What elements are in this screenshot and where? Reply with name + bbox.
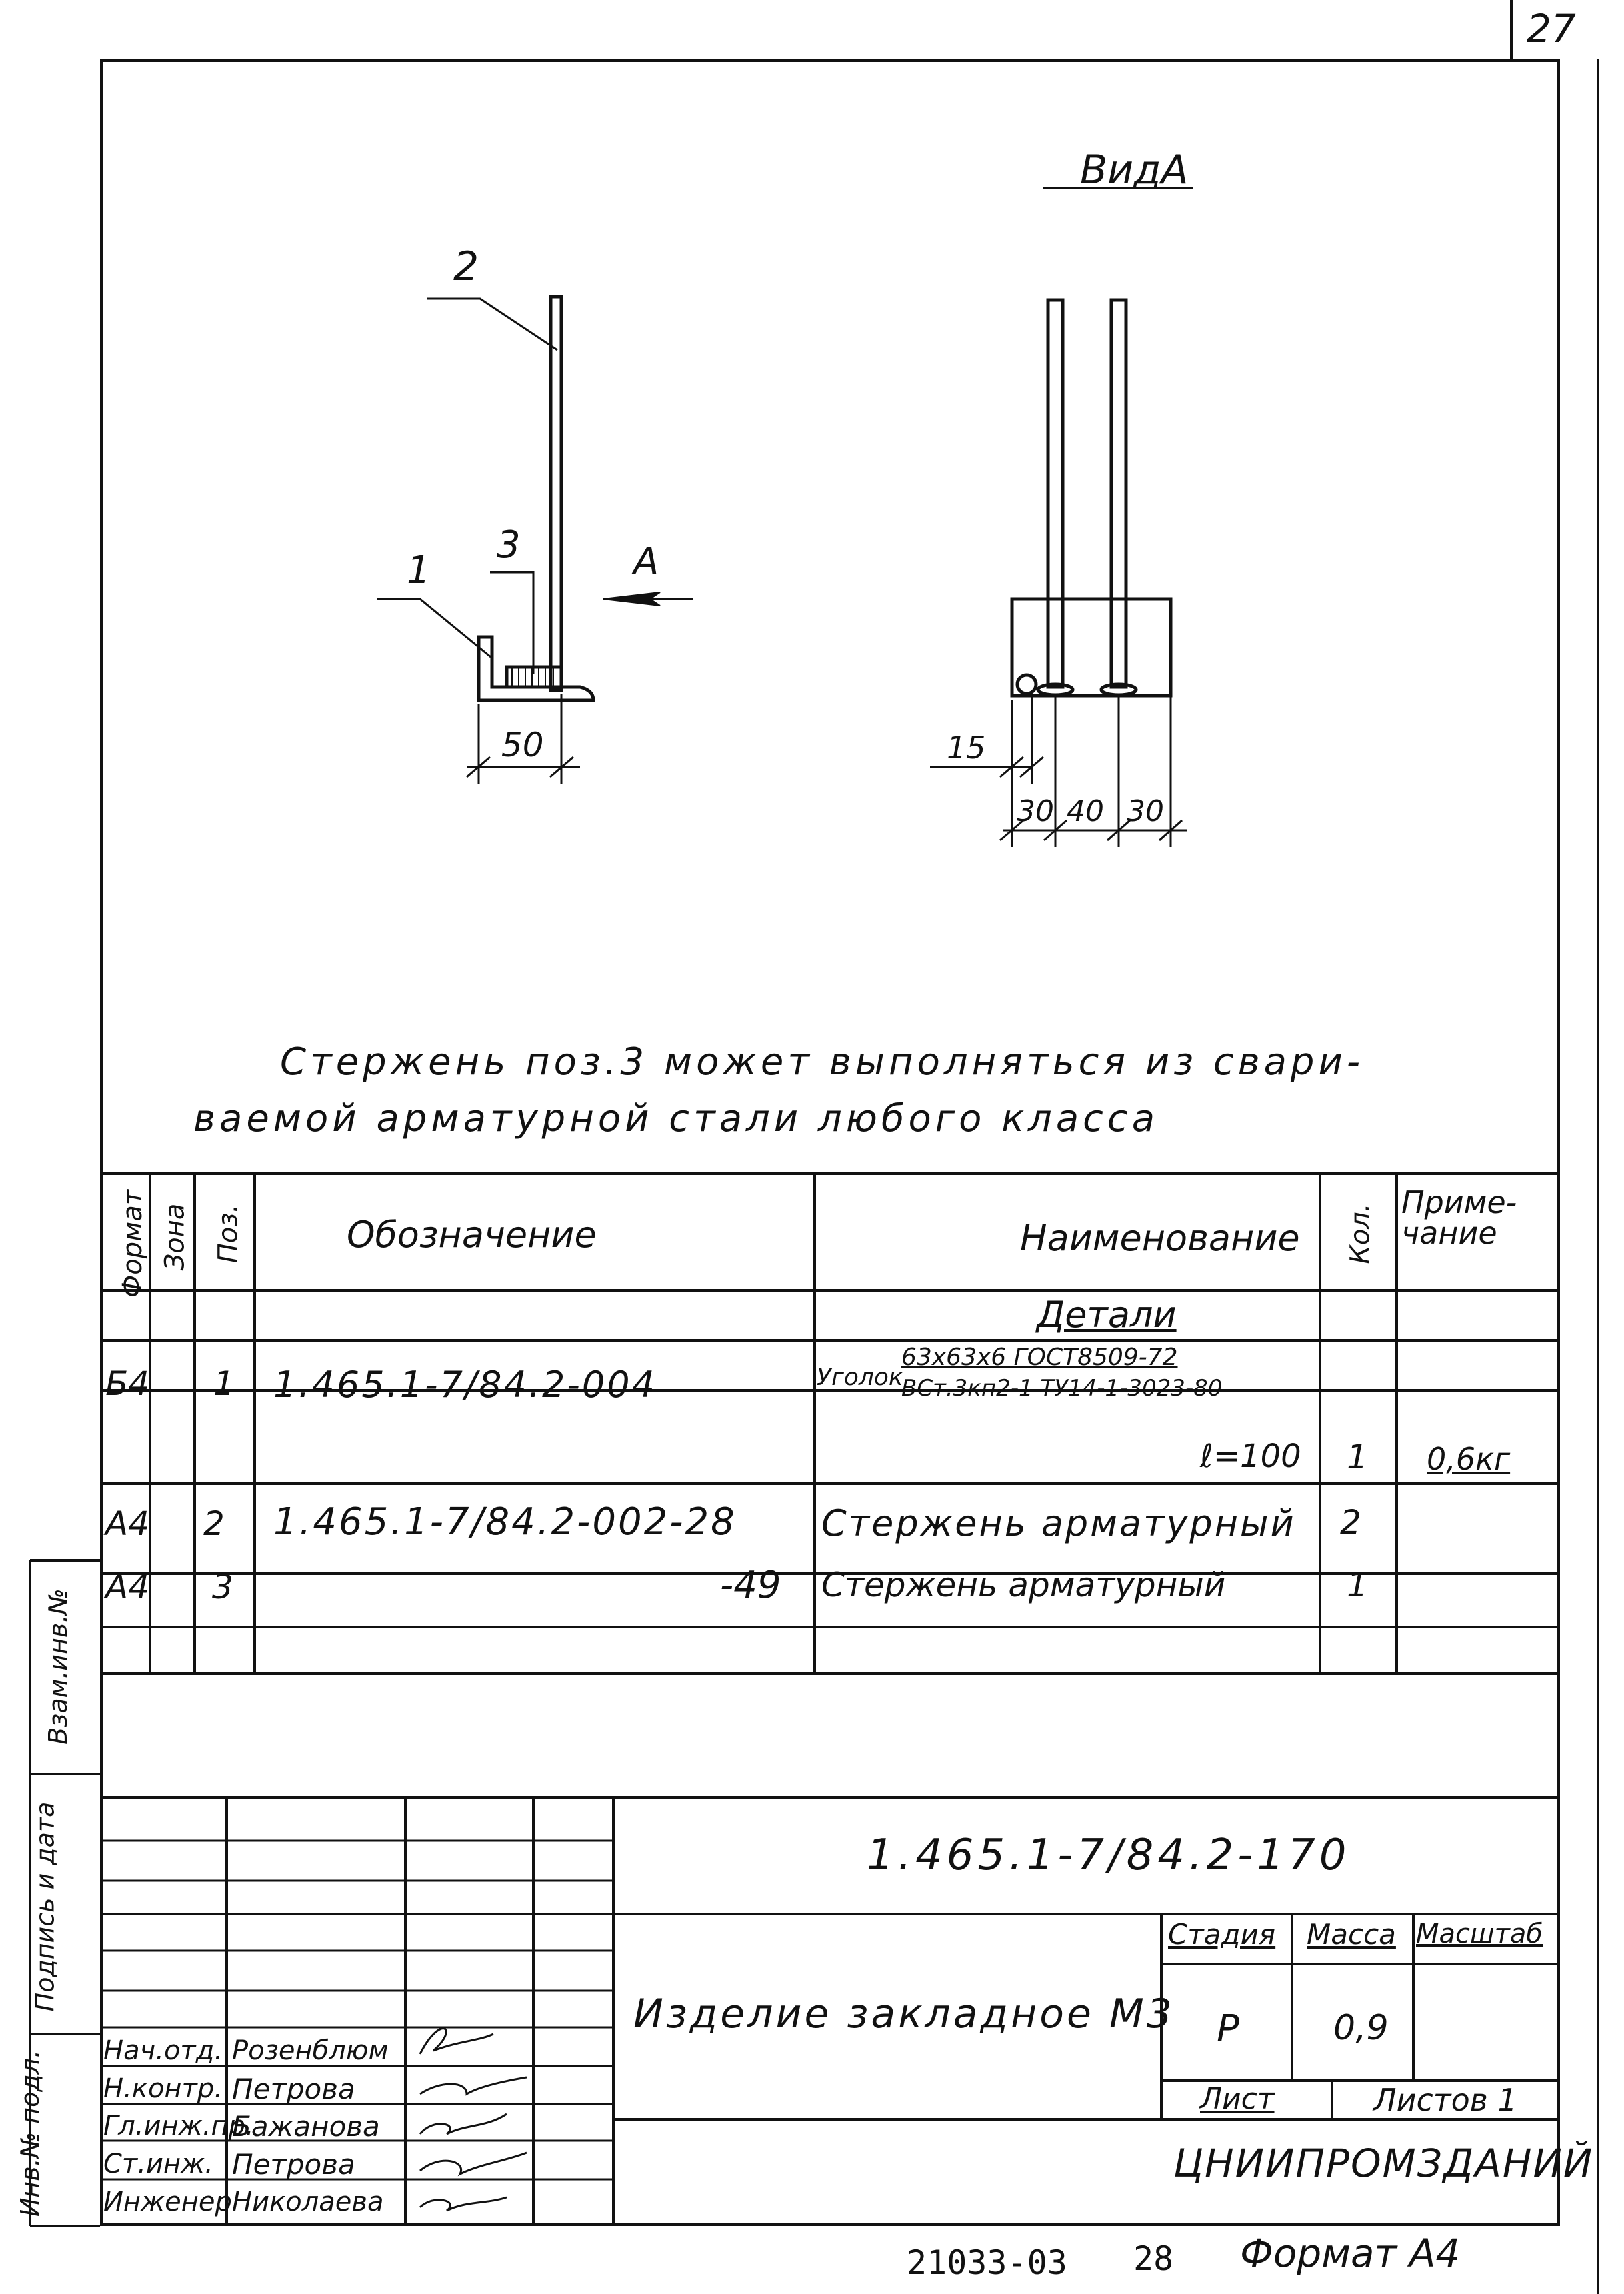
stage-label: Стадия [1168, 1918, 1276, 1951]
note-line-1: Стержень поз.3 может выполняться из свари- [280, 1040, 1365, 1084]
rod-right [1111, 300, 1126, 687]
row1-name-bottom: ВСт.3кп2-1 ТУ14-1-3023-80 [901, 1375, 1223, 1402]
row2-pos: 2 [203, 1504, 225, 1543]
row1-pos: 1 [213, 1364, 235, 1403]
row3-pos: 3 [212, 1568, 233, 1606]
signer-name-1: Розенблюм [232, 2035, 389, 2066]
signer-role-5: Инженер [103, 2187, 232, 2217]
drawing-code: 1.465.1-7/84.2-170 [867, 1831, 1351, 1880]
dim-40: 40 [1067, 794, 1104, 828]
dim-15: 15 [947, 730, 986, 766]
row1b-name: ℓ=100 [1200, 1438, 1301, 1475]
drawing-title: Изделие закладное М3 [633, 1991, 1175, 2037]
dim-30a: 30 [1017, 794, 1054, 828]
row2-format: А4 [105, 1504, 150, 1543]
signer-role-2: Н.контр. [103, 2073, 223, 2104]
callout-1: 1 [407, 549, 431, 592]
header-designation: Обозначение [347, 1214, 597, 1256]
header-pos: Поз. [213, 1204, 244, 1264]
header-qty: Кол. [1345, 1203, 1376, 1264]
signer-role-3: Гл.инж.пр. [103, 2111, 254, 2141]
row1-format: Б4 [105, 1364, 150, 1403]
view-label: ВидА [1080, 147, 1189, 193]
dim-30b: 30 [1127, 794, 1164, 828]
callout-2: 2 [453, 243, 479, 290]
section-title: Детали [1037, 1294, 1177, 1336]
mass-label: Масса [1307, 1918, 1396, 1951]
row1b-note: 0,6кг [1427, 1441, 1511, 1477]
hatch [512, 668, 553, 686]
format-label: Формат А4 [1240, 2231, 1461, 2276]
header-note: Приме-чание [1401, 1184, 1517, 1251]
arrow-label: A [633, 540, 659, 584]
row2-qty: 2 [1340, 1503, 1361, 1542]
header-zone: Зона [159, 1203, 191, 1271]
note-line-2: ваемой арматурной стали любого класса [193, 1097, 1159, 1140]
row3-designation: -49 [720, 1564, 781, 1607]
archive-sheet: 28 [1133, 2239, 1174, 2278]
signer-name-2: Петрова [232, 2073, 355, 2105]
scale-label: Масштаб [1416, 1919, 1543, 1949]
page-number: 27 [1527, 6, 1576, 51]
header-name: Наименование [1020, 1217, 1300, 1259]
row1-designation: 1.465.1-7/84.2-004 [273, 1364, 657, 1406]
signer-name-5: Николаева [232, 2187, 384, 2217]
callout-3: 3 [497, 523, 521, 567]
side-strip-sign: Подпись и дата [30, 1801, 60, 2012]
sheet-label: Лист [1200, 2082, 1275, 2116]
row2-designation: 1.465.1-7/84.2-002-28 [273, 1500, 737, 1544]
dim-50: 50 [501, 726, 544, 764]
side-strip-vzam: Взам.инв.№ [43, 1588, 73, 1745]
stage-value: Р [1217, 2007, 1239, 2051]
side-strip-inv: Инв.№ подл. [15, 2049, 45, 2217]
row1-name-top: 63х63х6 ГОСТ8509-72 [901, 1344, 1178, 1371]
row1b-qty: 1 [1347, 1438, 1368, 1476]
organization: ЦНИИПРОМЗДАНИЙ [1173, 2141, 1594, 2186]
header-format: Формат [117, 1189, 149, 1298]
row3-name: Стержень арматурный [821, 1566, 1226, 1604]
rod-left [1048, 300, 1063, 687]
sheets-label: Листов 1 [1373, 2082, 1517, 2118]
signer-role-1: Нач.отд. [103, 2035, 223, 2066]
row1-name-prefix: Уголок [817, 1364, 903, 1391]
signatures [420, 2029, 527, 2211]
signer-role-4: Ст.инж. [103, 2149, 213, 2179]
signer-name-4: Петрова [232, 2148, 355, 2181]
row3-qty: 1 [1347, 1566, 1368, 1604]
archive-number: 21033-03 [907, 2243, 1067, 2282]
mass-value: 0,9 [1333, 2008, 1389, 2048]
row3-format: А4 [105, 1568, 150, 1606]
rod-pos2 [551, 297, 561, 690]
row2-name: Стержень арматурный [821, 1502, 1296, 1544]
signer-name-3: Бажанова [232, 2110, 380, 2143]
